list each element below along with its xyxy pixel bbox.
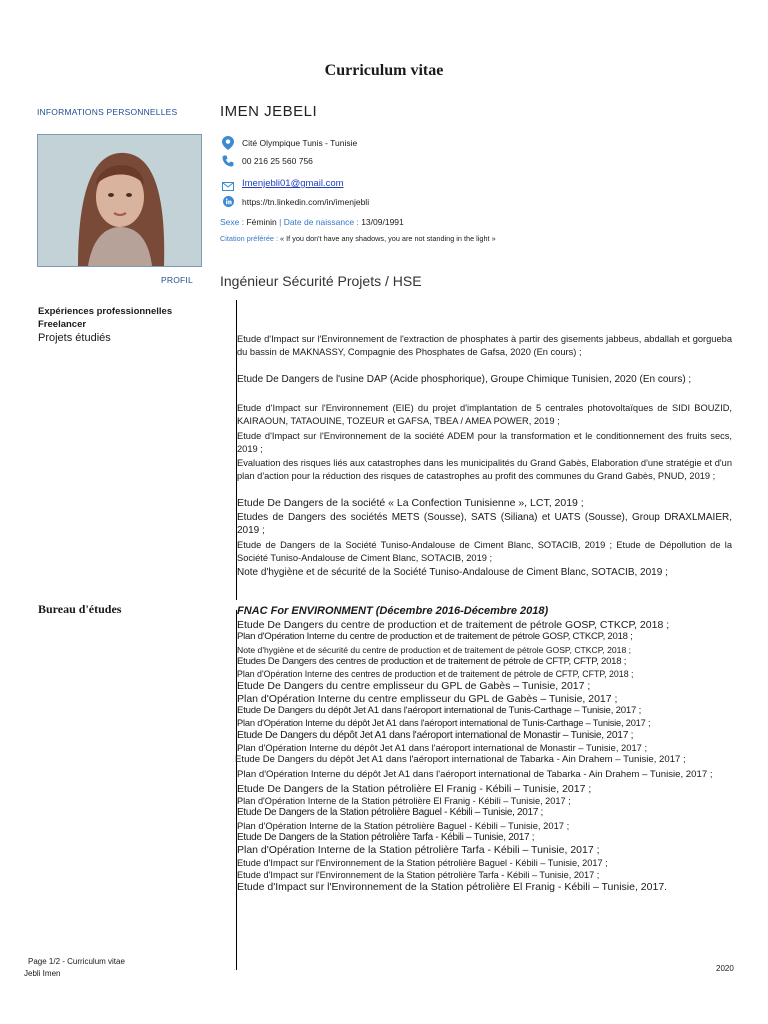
- location-pin-icon: [220, 136, 236, 150]
- sexe-label: Sexe :: [220, 217, 245, 227]
- list-item: Etude d'Impact sur l'Environnement de la Station pétrolière Baguel - Kébili – Tunisie, 2017 ;: [237, 857, 608, 868]
- separator: |: [279, 217, 282, 227]
- quote-value: « If you don't have any shadows, you are not standing in the light »: [280, 234, 496, 243]
- list-item: Plan d'Opération Interne de la Station pétrolière Baguel - Kébili – Tunisie, 2017 ;: [237, 819, 570, 831]
- list-item: Plan d'Opération Interne de la Station pétrolière El Franig - Kébili – Tunisie, 2017 ;: [237, 796, 571, 807]
- bureau-company: FNAC For ENVIRONMENT (Décembre 2016-Décembre 2018): [237, 605, 549, 617]
- person-name: IMEN JEBELI: [220, 103, 318, 120]
- experience-heading: Expériences professionnelles: [38, 306, 173, 317]
- personal-info-heading: INFORMATIONS PERSONNELLES: [37, 107, 178, 117]
- list-item: Etude d'Impact sur l'Environnement (EIE) du projet d'implantation de 5 centrales photovoltaïques de SIDI BOUZID, KAIRAOUN, TATAOUINE, TOZEUR et GAFSA, TBEA / AMEA POWER, 2019 ;: [237, 403, 732, 426]
- list-item: Plan d'Opération Interne du dépôt Jet A1 dans l'aéroport international de Tabarka - Ain Drahem – Tunisie, 2017 ;: [237, 768, 713, 780]
- personal-details-row: [220, 217, 404, 227]
- list-item: Evaluation des risques liés aux catastrophes dans les municipalités du Grand Gabès, Elaboration d'une stratégie et d'un plan d'action pour la réduction des risques de catastrophes au profit des communes du Grand Gabès, PNUD, 2019 ;: [237, 458, 732, 481]
- list-item: Etude De Dangers de la Station pétrolière El Franig - Kébili – Tunisie, 2017 ;: [237, 782, 592, 795]
- birth-label: Date de naissance :: [283, 217, 359, 227]
- birth-value: 13/09/1991: [361, 217, 404, 227]
- list-item: Etude d'Impact sur l'Environnement de la Station pétrolière Tarfa - Kébili – Tunisie, 2017 ;: [237, 869, 600, 880]
- sexe-value: Féminin: [246, 217, 277, 227]
- phone-icon: [220, 155, 236, 167]
- mail-icon: [220, 182, 236, 191]
- linkedin-url[interactable]: https://tn.linkedin.com/in/imenjebli: [242, 196, 370, 207]
- list-item: Etude d'Impact sur l'Environnement de l'extraction de phosphates à partir des gisements jabbeus, abdallah et gorgueba du bassin de MAKNASSY, Compagnie des Phosphates de Gafsa, 2020 (En cours) ;: [237, 334, 732, 357]
- list-item: Etude De Dangers du dépôt Jet A1 dans l'aéroport international de Monastir – Tunisie, 2017 ;: [237, 729, 634, 741]
- quote-row: [220, 234, 496, 243]
- list-item: Etude de Dangers de la Société Tuniso-Andalouse de Ciment Blanc, SOTACIB, 2019 ; Etude de Dépollution de la Société Tuniso-Andalouse de Ciment Blanc, SOTACIB, 2019 ;: [237, 540, 732, 563]
- list-item: Etude d'Impact sur l'Environnement de la Station pétrolière El Franig - Kébili – Tunisie, 2017.: [237, 881, 668, 894]
- list-item: Note d'hygiène et de sécurité de la Société Tuniso-Andalouse de Ciment Blanc, SOTACIB, 2019 ;: [237, 567, 668, 578]
- list-item: Etudes De Dangers des centres de production et de traitement de pétrole de CFTP, CFTP, 2018 ;: [237, 655, 627, 667]
- list-item: Plan d'Opération Interne des centres de production et de traitement de pétrole de CFTP, CFTP, 2018 ;: [237, 669, 634, 680]
- list-item: Etude De Dangers de la Station pétrolière Baguel - Kébili – Tunisie, 2017 ;: [237, 807, 544, 819]
- list-item: Etude De Dangers du centre de production et de traitement de pétrole GOSP, CTKCP, 2018 ;: [237, 619, 670, 631]
- list-item: Etude De Dangers du dépôt Jet A1 dans l'aéroport international de Tunis-Carthage – Tunisie, 2017 ;: [237, 705, 642, 717]
- profile-photo: [37, 134, 202, 267]
- phone-row: [220, 155, 313, 167]
- list-item: Plan d'Opération Interne du centre de production et de traitement de pétrole GOSP, CTKCP, 2018 ;: [237, 631, 633, 643]
- freelancer-label: Freelancer: [38, 319, 87, 330]
- footer-page: Page 1/2 - Curriculum vitae: [28, 957, 125, 966]
- email-row[interactable]: [220, 176, 344, 191]
- list-item: Etudes de Dangers des sociétés METS (Sousse), SATS (Siliana) et UATS (Sousse), Group DRAXLMAIER, 2019 ;: [237, 512, 732, 536]
- linkedin-icon: [220, 196, 236, 207]
- list-item: Note d'hygiène et de sécurité du centre de production et de traitement de pétrole GOSP, CTKCP, 2018 ;: [237, 644, 632, 655]
- quote-label: Citation préférée :: [220, 234, 279, 243]
- linkedin-row[interactable]: [220, 196, 369, 207]
- list-item: Etude De Dangers de la Station pétrolière Tarfa - Kébili – Tunisie, 2017 ;: [237, 832, 535, 844]
- page-title: Curriculum vitae: [324, 62, 444, 79]
- list-item: Plan d'Opération Interne du centre emplisseur du GPL de Gabès – Tunisie, 2017 ;: [237, 692, 618, 705]
- list-item: Plan d'Opération Interne du dépôt Jet A1 dans l'aéroport international de Monastir – Tunisie, 2017 ;: [237, 741, 648, 753]
- list-item: Etude De Dangers de la société « La Confection Tunisienne », LCT, 2019 ;: [237, 497, 584, 509]
- profile-title: Ingénieur Sécurité Projets / HSE: [220, 273, 422, 289]
- bureau-entries: [237, 619, 747, 894]
- email-link[interactable]: Imenjebli01@gmail.com: [242, 178, 344, 189]
- footer-year: 2020: [716, 964, 734, 973]
- projects-label: Projets étudiés: [38, 332, 111, 344]
- profile-label: PROFIL: [161, 275, 193, 285]
- address-text: Cité Olympique Tunis - Tunisie: [242, 138, 358, 148]
- list-item: Etude De Dangers du centre emplisseur du GPL de Gabès – Tunisie, 2017 ;: [237, 680, 591, 693]
- list-item: Etude De Dangers de l'usine DAP (Acide phosphorique), Groupe Chimique Tunisien, 2020 (En cours) ;: [237, 374, 692, 385]
- address-row: [220, 136, 357, 150]
- phone-text: 00 216 25 560 756: [242, 156, 313, 166]
- bureau-label: Bureau d'études: [38, 602, 122, 616]
- list-item: Etude De Dangers du dépôt Jet A1 dans l'aéroport international de Tabarka - Ain Drahem – Tunisie, 2017 ;: [235, 754, 686, 766]
- portrait-image: [38, 135, 201, 266]
- list-item: Plan d'Opération Interne du dépôt Jet A1 dans l'aéroport international de Tunis-Carthage – Tunisie, 2017 ;: [237, 718, 651, 729]
- list-item: Etude d'Impact sur l'Environnement de la société ADEM pour la transformation et le conditionnement des fruits secs, 2019 ;: [237, 431, 732, 454]
- list-item: Plan d'Opération Interne de la Station pétrolière Tarfa - Kébili – Tunisie, 2017 ;: [237, 844, 600, 857]
- footer-owner: Jebli Imen: [24, 969, 61, 978]
